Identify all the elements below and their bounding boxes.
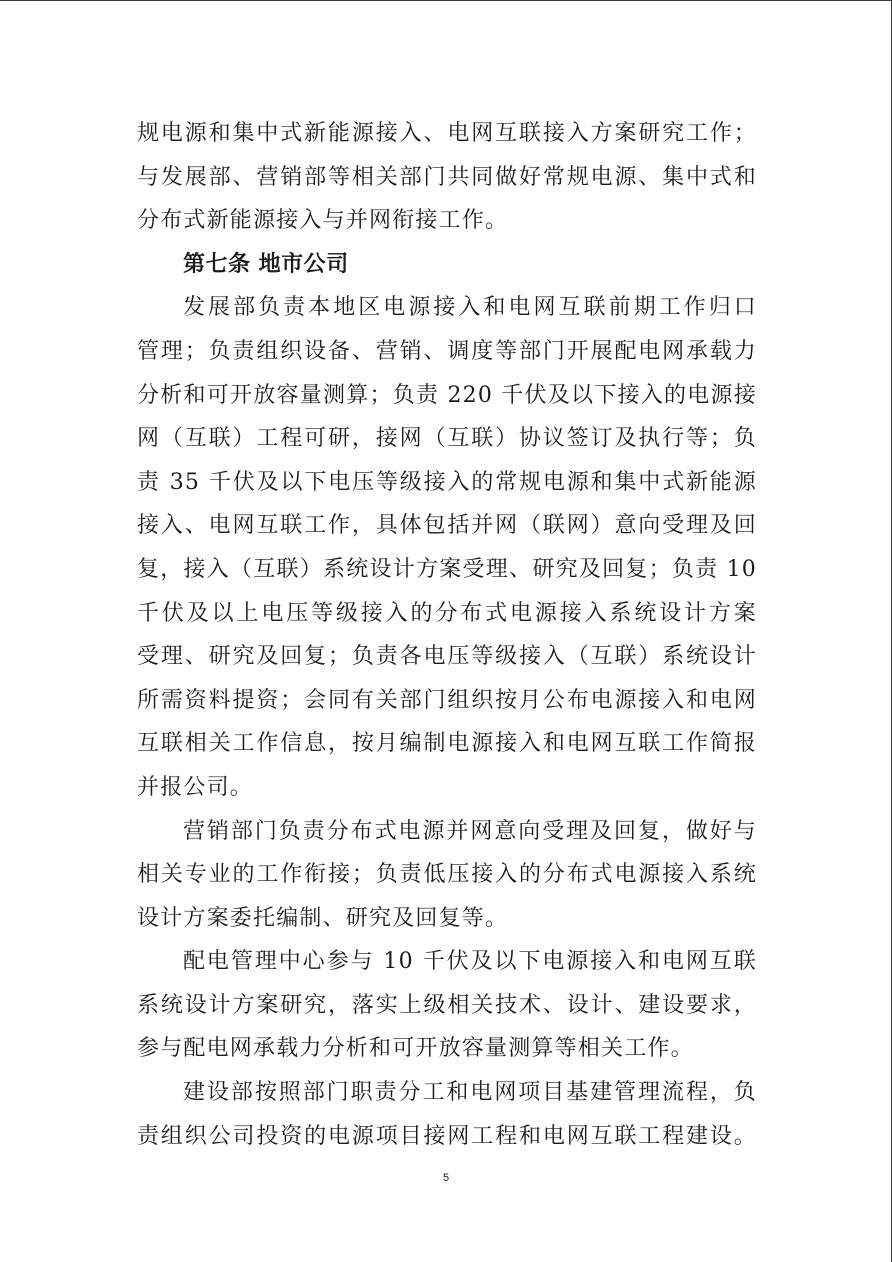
text-line: 责 35 千伏及以下电压等级接入的常规电源和集中式新能源 [137,469,757,495]
text-line: 接入、电网互联工作，具体包括并网（联网）意向受理及回 [137,513,757,539]
text-line: 网（互联）工程可研，接网（互联）协议签订及执行等；负 [137,426,757,452]
page-number: 5 [442,1172,450,1184]
text-line: 建设部按照部门职责分工和电网项目基建管理流程，负 [183,1080,757,1106]
text-line: 互联相关工作信息，按月编制电源接入和电网互联工作简报 [137,731,757,757]
text-line: 与发展部、营销部等相关部门共同做好常规电源、集中式和 [137,164,757,190]
text-line: 发展部负责本地区电源接入和电网互联前期工作归口 [183,295,757,321]
text-line: 所需资料提资；会同有关部门组织按月公布电源接入和电网 [137,687,757,713]
text-line: 千伏及以上电压等级接入的分布式电源接入系统设计方案 [137,600,757,626]
text-line: 分析和可开放容量测算；负责 220 千伏及以下接入的电源接 [137,382,757,408]
text-line: 受理、研究及回复；负责各电压等级接入（互联）系统设计 [137,644,757,670]
text-line: 相关专业的工作衔接；负责低压接入的分布式电源接入系统 [137,862,757,888]
section-heading: 第七条 地市公司 [183,251,349,277]
text-line: 复，接入（互联）系统设计方案受理、研究及回复；负责 10 [137,556,757,582]
document-body [137,112,757,1158]
text-line: 责组织公司投资的电源项目接网工程和电网互联工程建设。 [137,1123,757,1149]
text-line: 规电源和集中式新能源接入、电网互联接入方案研究工作； [137,121,757,146]
text-line: 配电管理中心参与 10 千伏及以下电源接入和电网互联 [183,949,757,975]
text-line: 设计方案委托编制、研究及回复等。 [137,905,509,931]
text-line: 参与配电网承载力分析和可开放容量测算等相关工作。 [137,1036,694,1062]
text-line: 管理；负责组织设备、营销、调度等部门开展配电网承载力 [137,338,757,364]
text-line: 营销部门负责分布式电源并网意向受理及回复，做好与 [183,818,757,844]
text-line: 系统设计方案研究，落实上级相关技术、设计、建设要求， [137,992,757,1018]
text-line: 分布式新能源接入与并网衔接工作。 [137,208,509,234]
text-line: 并报公司。 [137,774,254,800]
